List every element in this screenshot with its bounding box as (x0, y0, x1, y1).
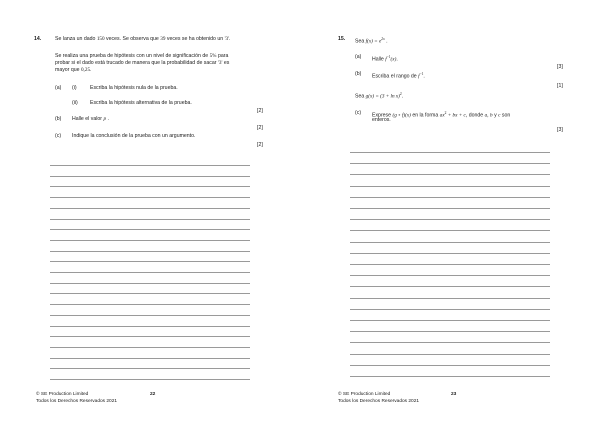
question-number: 15. (338, 36, 346, 42)
part-c-marks: [3] (557, 127, 563, 133)
question-paragraph-line-1: Se realiza una prueba de hipótesis con un nivel de significación de 5% para (55, 53, 229, 59)
question-paragraph-line-2: probar si el dado está trucado de manera que la probabilidad de sacar '3' es (55, 60, 230, 66)
footer-copyright: © SE Production Limited (36, 392, 89, 397)
part-c-label: (c) (55, 133, 62, 139)
part-a-label: (a) (355, 54, 362, 60)
right-page (300, 0, 600, 424)
part-c-text: Indique la conclusión de la prueba con un argumento. (72, 133, 196, 139)
part-b-label: (b) (355, 71, 362, 77)
part-a-ii-text: Escriba la hipótesis alternativa de la prueba. (90, 100, 192, 106)
part-a-ii-label: (ii) (72, 100, 78, 106)
part-b-label: (b) (55, 116, 62, 122)
part-b-text: Halle el valor p . (72, 116, 109, 122)
question-intro: Se lanza un dado 150 veces. Se observa que 39 veces se ha obtenido un '3'. (55, 36, 231, 42)
question-number: 14. (34, 36, 42, 42)
part-a-i-label: (i) (72, 85, 77, 91)
part-a-label: (a) (55, 85, 62, 91)
page-number: 22 (150, 392, 156, 397)
part-c-text-line-1: Exprese (g ∘ f)(x) en la forma $ax^2$ + bx + c, donde a, b y c son (372, 111, 511, 119)
part-a-i-text: Escriba la hipótesis nula de la prueba. (90, 85, 178, 91)
part-b-marks: [1] (557, 83, 563, 89)
part-a-marks: [3] (557, 64, 563, 70)
footer-rights: Todos los Derechos Reservados 2021 (338, 399, 420, 404)
question-paragraph-line-3: mayor que 0,25. (55, 67, 92, 73)
part-a-marks: [2] (257, 108, 263, 114)
footer-copyright: © SE Production Limited (338, 392, 391, 397)
part-c-marks: [2] (257, 142, 263, 148)
part-c-label: (c) (355, 110, 362, 116)
part-b-marks: [2] (257, 125, 263, 131)
question-intro: Sea $f(x) = e^{2x}$ . (355, 37, 388, 45)
part-c-text-line-2: enteros. (372, 117, 391, 123)
sea-g-definition: Sea $g(x) = (3 + \ln x)^2$. (355, 92, 404, 100)
footer-rights: Todos los Derechos Reservados 2021 (36, 399, 118, 404)
page-number: 23 (451, 392, 457, 397)
part-a-text: Halle $f^{-1}(x)$. (372, 55, 398, 63)
part-b-text: Escriba el rango de $f^{-1}$. (372, 72, 425, 80)
